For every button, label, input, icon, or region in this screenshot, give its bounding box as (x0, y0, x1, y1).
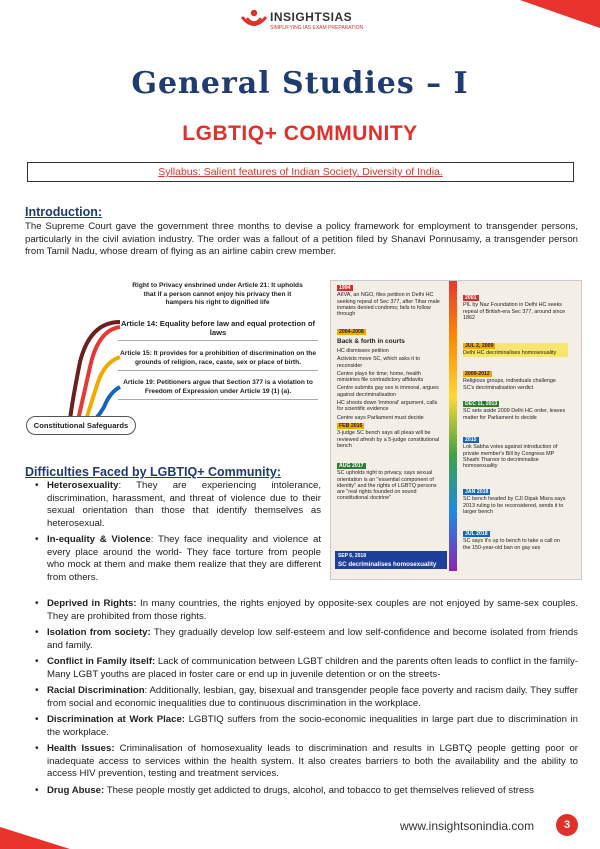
page-number: 3 (556, 814, 578, 836)
logo-subtext: SIMPLIFYING IAS EXAM PREPARATION (270, 25, 364, 31)
list-item: • Discrimination at Work Place: LGBTIQ suffers from the socio-economic inequalities in large part due to discrimination in the workplace. (47, 714, 578, 739)
timeline-entry-2009: JUL 2, 2009 Delhi HC decriminalises homosexuality (463, 343, 568, 357)
introduction-heading: Introduction: (25, 205, 103, 219)
corner-decoration-top (520, 0, 600, 28)
list-item: Centre submits gay sex is immoral, argues against decriminalisation (337, 385, 439, 398)
back-and-forth-heading: Back & forth in courts (337, 338, 405, 345)
article-14-text: Article 14: Equality before law and equal protection of laws (118, 320, 318, 341)
list-item: Centre says Parliament must decide (337, 414, 424, 421)
list-item: • Conflict in Family itself: Lack of communication between LGBT children and the parents often leads to conflict in the family- Many LGBT youths are placed in foster care or end up in juvenile detention or on the streets- (47, 656, 578, 681)
sc-decriminalises-banner: SEP 6, 2018 SC decriminalises homosexuality (335, 551, 447, 569)
timeline-entry-feb-2016: FEB 2016 3-judge SC bench says all pleas will be reviewed afresh by a 5-judge constitutional bench (337, 423, 440, 449)
insightsias-logo (240, 8, 364, 38)
list-item: Centre plays for time; home, health ministries file contradictory affidavits (337, 370, 424, 384)
timeline-entry-aug-2017: AUG 2017 SC upholds right to privacy, says sexual orientation is an "essential component of identity" and the rights of LGBTQ persons are "real rights founded on sound constitutional doctrine" (337, 463, 437, 502)
difficulties-heading: Difficulties Faced by LGBTIQ+ Community: (25, 465, 281, 479)
list-item: • Heterosexuality: They are experiencing intolerance, discrimination, harassment, and threat of violence due to their sexual orientation than those that identify themselves as heterosexual. (47, 480, 321, 530)
timeline-entry-1994: 1994 AIIVA, an NGO, files petition in Delhi HC seeking repeal of Sec 377, after Tihar male inmates denied condoms; fails to follow through (337, 285, 440, 318)
article-21-text: Right to Privacy enshrined under Article 21: It upholds that if a person cannot enjoy his privacy then it hampers his right to dignified life (132, 282, 303, 306)
timeline-entry-jul-2018: JUL 2018 SC says it's up to bench to take a call on the 150-year-old ban on gay sex (463, 531, 560, 551)
syllabus-box: Syllabus: Salient features of Indian Society, Diversity of India. (27, 162, 574, 182)
court-timeline-graphic (330, 280, 582, 580)
article-19-text: Article 19: Petitioners argue that Section 377 is a violation to Freedom of Expression under Article 19 (1) (a). (118, 379, 318, 400)
rainbow-bar (449, 281, 457, 571)
list-item: HC dismisses petition (337, 348, 389, 354)
list-item: • In-equality & Violence: They face inequality and violence at every place around the world- They face torture from people who mock at them and make them realize that they are different from others. (47, 534, 321, 584)
topic-title: LGBTIQ+ COMMUNITY (182, 122, 418, 145)
timeline-entry-2015: 2015 Lok Sabha votes against introduction of private member's Bill by Congress MP Shashi Tharoor to decriminalise homosexuality (463, 437, 558, 470)
list-item: • Isolation from society: They gradually develop low self-esteem and low self-confidence and become isolated from friends and family. (47, 627, 578, 652)
paper-title: General Studies – I (131, 66, 469, 101)
safeguards-label: Constitutional Safeguards (26, 416, 136, 435)
timeline-entry-2004: 2004-2008 (339, 329, 364, 335)
list-item: Activists move SC, which asks it to reconsider (337, 356, 420, 369)
list-item: • Health Issues: Criminalisation of homosexuality leads to discrimination and results in LGBTQ people getting poor or inadequate access to services within the health system. It also creates barriers to both the availability and the ability to access HIV prevention, testing and treatment services. (47, 743, 578, 781)
logo-mark-icon (240, 8, 268, 34)
corner-decoration-bottom (0, 827, 70, 849)
constitutional-safeguards-diagram (20, 282, 318, 437)
footer-url[interactable]: www.insightsonindia.com (400, 819, 535, 833)
list-item: • Deprived in Rights: In many countries, the rights enjoyed by opposite-sex couples are not enjoyed by same-sex couples. They are prohibited from those rights. (47, 598, 578, 623)
introduction-text: The Supreme Court gave the government three months to devise a policy framework for employment to transgender persons, particularly in the civil aviation industry. The order was a fallout of a petition filed by Shanavi Ponnusamy, a transgender person from Tamil Nadu, whose dream of flying as an airline cabin crew member. (25, 221, 578, 258)
list-item: • Racial Discrimination: Additionally, lesbian, gay, bisexual and transgender people face poverty and racism daily. They suffer from social and economic inequalities due to continuous discrimination in the workplace. (47, 685, 578, 710)
back-and-forth-list (337, 348, 442, 421)
logo-text: INSIGHTSIAS (270, 10, 353, 24)
timeline-entry-jan-2018: JAN 2018 SC bench headed by CJI Dipak Misra says 2013 ruling to be reconsidered, sends it to larger bench (463, 489, 566, 515)
timeline-entry-2013: DEC 11, 2013 SC sets aside 2009 Delhi HC order, leaves matter for Parliament to decide (463, 401, 566, 421)
list-item: • Drug Abuse: These people mostly get addicted to drugs, alcohol, and tobacco to get themselves relieved of stress (47, 785, 578, 798)
article-15-text: Article 15: It provides for a prohibition of discrimination on the grounds of religion, race, caste, sex or place of birth. (118, 350, 318, 371)
list-item: HC shoots down 'immoral' argument, calls for scientific evidence (337, 400, 438, 413)
timeline-entry-2009-2012: 2009-2012 Religious groups, individuals challenge SC's decriminalisation verdict (463, 371, 556, 391)
timeline-entry-2001: 2001 PIL by Naz Foundation in Delhi HC seeks repeal of British-era Sec 377, around since 1862 (463, 295, 566, 321)
